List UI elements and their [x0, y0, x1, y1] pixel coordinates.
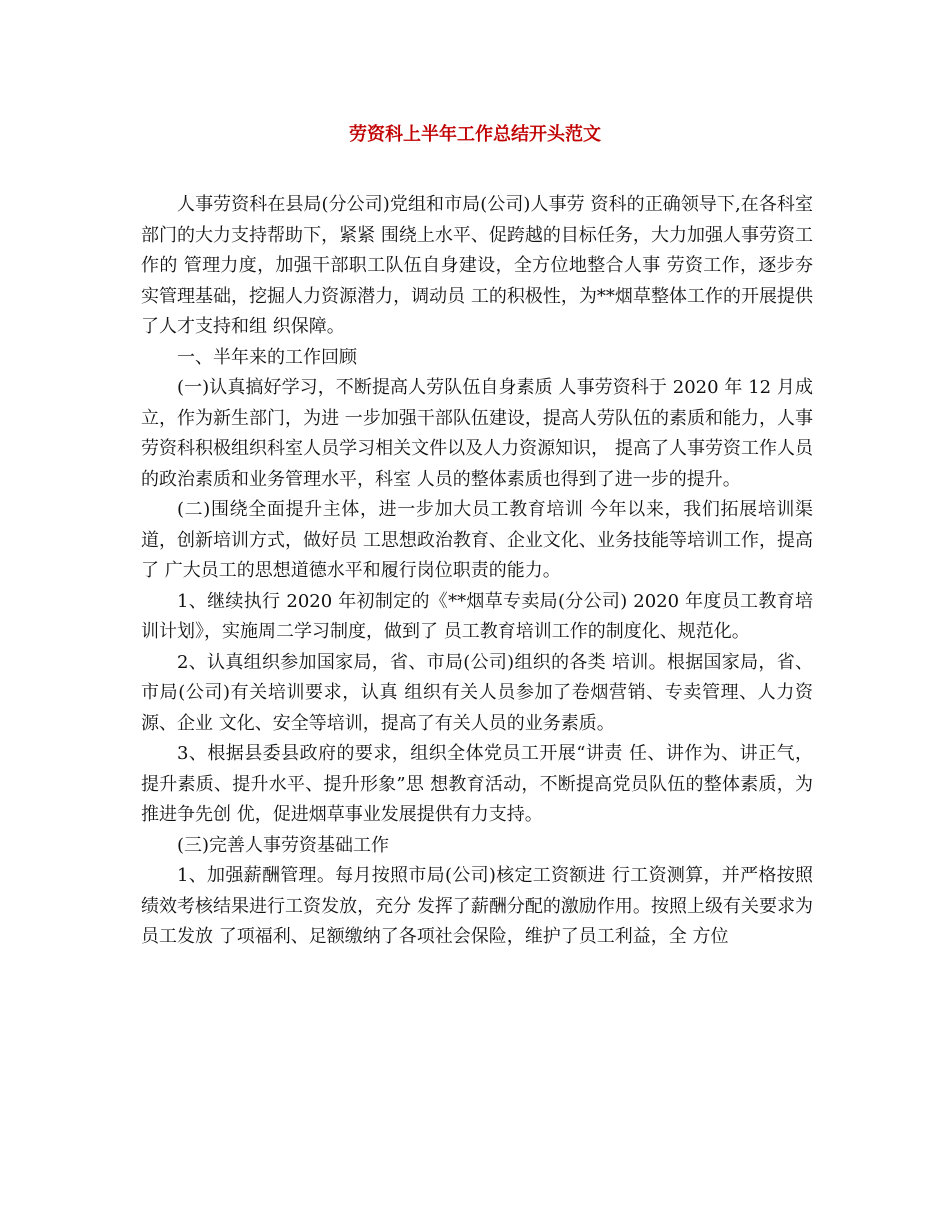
paragraph-salary: 1、加强薪酬管理。每月按照市局(公司)核定工资额进 行工资测算，并严格按照绩效考核结果进行工资发放，充分 发挥了薪酬分配的激励作用。按照上级有关要求为员工发放 了项福利、足额缴纳了各项社会保险，维护了员工利益，全 方位 — [141, 865, 813, 947]
paragraph-education-activity: 3、根据县委县政府的要求，组织全体党员工开展“讲责 任、讲作为、讲正气，提升素质、提升水平、提升形象”思 想教育活动，不断提高党员队伍的整体素质，为推进争先创 优，促进烟草事业发展提供有力支持。 — [141, 743, 813, 825]
paragraph-intro: 人事劳资科在县局(分公司)党组和市局(公司)人事劳 资科的正确领导下,在各科室部门的大力支持帮助下，紧紧 围绕上水平、促跨越的目标任务，大力加强人事劳资工作的 管理力度，加强干部职工队伍自身建设，全方位地整合人事 劳资工作，逐步夯实管理基础，挖掘人力资源潜力，调动员 工的积极性，为**烟草整体工作的开展提供了人才支持和组 织保障。 — [141, 194, 813, 337]
paragraph-study: (一)认真搞好学习，不断提高人劳队伍自身素质 人事劳资科于 2020 年 12 月成立，作为新生部门，为进 一步加强干部队伍建设，提高人劳队伍的素质和能力，人事 劳资科积极组织科室人员学习相关文件以及人力资源知识， 提高了人事劳资工作人员的政治素质和业务管理水平，科室 人员的整体素质也得到了进一步的提升。 — [141, 377, 813, 490]
paragraph-training-participation: 2、认真组织参加国家局，省、市局(公司)组织的各类 培训。根据国家局，省、市局(公司)有关培训要求，认真 组织有关人员参加了卷烟营销、专卖管理、人力资源、企业 文化、安全等培训，提高了有关人员的业务素质。 — [141, 651, 813, 734]
document-body — [141, 190, 813, 953]
section-heading-review: 一、半年来的工作回顾 — [177, 346, 357, 368]
document-title: 劳资科上半年工作总结开头范文 — [349, 124, 601, 145]
paragraph-training-plan: 1、继续执行 2020 年初制定的《**烟草专卖局(分公司) 2020 年度员工教育培训计划》，实施周二学习制度，做到了 员工教育培训工作的制度化、规范化。 — [141, 590, 813, 642]
paragraph-training: (二)围绕全面提升主体，进一步加大员工教育培训 今年以来，我们拓展培训渠道，创新培训方式，做好员 工思想政治教育、企业文化、业务技能等培训工作，提高了 广大员工的思想道德水平和履行岗位职责的能力。 — [141, 499, 813, 581]
section-heading-basics: (三)完善人事劳资基础工作 — [177, 834, 390, 856]
